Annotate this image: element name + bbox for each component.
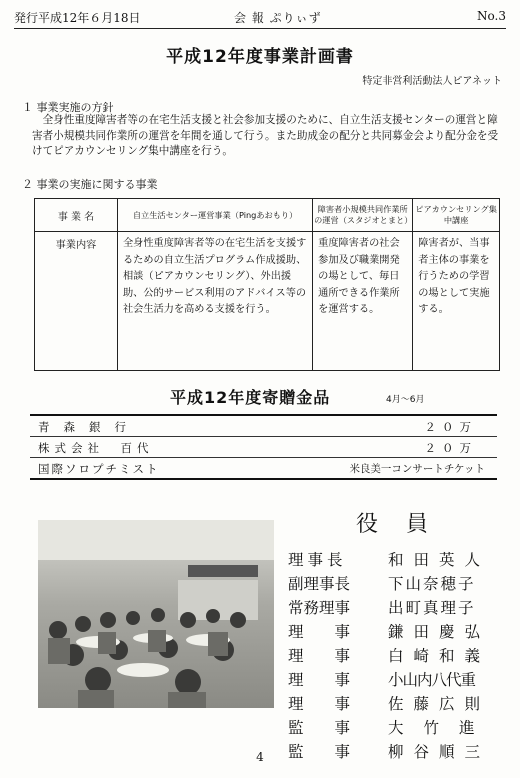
donations-period: 4月～6月 bbox=[386, 395, 425, 405]
officer-name: 下山奈穂子 bbox=[388, 575, 476, 593]
project-content: 障害者が、当事者主体の事業を行うための学習の場として実施する。 bbox=[413, 232, 500, 371]
table-row bbox=[30, 416, 497, 437]
donation-item: ２０万 bbox=[424, 441, 477, 455]
officers-title: 役員 bbox=[356, 512, 457, 537]
officer-role: 理事 bbox=[288, 647, 382, 665]
section1-heading: １ 事業実施の方針 bbox=[22, 101, 114, 114]
donations-table bbox=[30, 414, 497, 480]
meeting-photo-image bbox=[38, 520, 274, 708]
officer-role: 監事 bbox=[288, 719, 382, 737]
project-content: 重度障害者の社会参加及び職業開発の場として、毎日通所できる作業所を運営する。 bbox=[313, 232, 413, 371]
page-number: 4 bbox=[256, 750, 264, 764]
organization-name: 特定非営利活動法人ピアネット bbox=[362, 76, 502, 87]
officer-role: 理事 bbox=[288, 695, 382, 713]
table-row bbox=[30, 458, 497, 480]
officer-name: 小山内八代重 bbox=[388, 671, 476, 689]
officer-name: 和田英人 bbox=[388, 551, 491, 569]
donor-name: 国際ソロプチミスト bbox=[38, 462, 160, 476]
officer-name: 大竹進 bbox=[388, 719, 495, 737]
meeting-photo bbox=[38, 520, 274, 708]
officer-role: 副理事長 bbox=[288, 575, 351, 593]
officers-list bbox=[288, 546, 513, 762]
table-row bbox=[35, 232, 500, 371]
donations-title: 平成12年度寄贈金品 bbox=[170, 388, 331, 407]
project-name: 自立生活センター運営事業（Pingあおもり） bbox=[118, 199, 313, 232]
issue-number: No.3 bbox=[477, 9, 506, 23]
newsletter-name: 会 報 ぷりぃず bbox=[234, 11, 322, 25]
officer-name: 鎌田慶弘 bbox=[388, 623, 491, 641]
list-item bbox=[288, 570, 513, 594]
donation-item: 米良美一コンサートチケット bbox=[349, 463, 485, 475]
issue-date: 発行平成12年６月18日 bbox=[14, 11, 141, 25]
list-item bbox=[288, 642, 513, 666]
officer-name: 白崎和義 bbox=[388, 647, 491, 665]
project-content: 全身性重度障害者等の在宅生活を支援するための自立生活プログラム作成援助、相談（ピアカウンセリング）、外出援助、公的サービス利用のアドバイス等の社会生活力を高める支援を行う。 bbox=[118, 232, 313, 371]
plan-title: 平成12年度事業計画書 bbox=[166, 47, 354, 67]
officer-role: 監事 bbox=[288, 743, 382, 761]
officer-name: 柳谷順三 bbox=[388, 743, 491, 761]
donation-item: ２０万 bbox=[424, 420, 477, 434]
row-label-name: 事 業 名 bbox=[35, 199, 118, 232]
list-item bbox=[288, 690, 513, 714]
list-item bbox=[288, 546, 513, 570]
table-row bbox=[35, 199, 500, 232]
officer-role: 常務理事 bbox=[288, 599, 351, 617]
donor-name: 青森銀行 bbox=[38, 420, 140, 434]
row-label-content: 事業内容 bbox=[35, 232, 118, 371]
officer-role: 理事長 bbox=[288, 551, 347, 569]
officer-name: 出町真理子 bbox=[388, 599, 476, 617]
officer-role: 理事 bbox=[288, 623, 382, 641]
list-item bbox=[288, 666, 513, 690]
project-name: ピアカウンセリング集中講座 bbox=[413, 199, 500, 232]
page-header bbox=[14, 6, 506, 29]
table-row bbox=[30, 437, 497, 458]
donor-name: 株式会社 百代 bbox=[38, 441, 154, 455]
section1-text: 全身性重度障害者等の在宅生活支援と社会参加支援のために、自立生活支援センターの運営と障害者小規模共同作業所の運営を年間を通して行う。また助成金の配分と共同募金会より配分金を受けてピアカウンセリング集中講座を行う。 bbox=[32, 114, 499, 157]
project-table bbox=[34, 198, 500, 371]
officer-role: 理事 bbox=[288, 671, 382, 689]
list-item bbox=[288, 714, 513, 738]
section2-heading: ２ 事業の実施に関する事業 bbox=[22, 178, 158, 191]
project-name: 障害者小規模共同作業所の運営（スタジオとまと） bbox=[313, 199, 413, 232]
officer-name: 佐藤広則 bbox=[388, 695, 491, 713]
list-item bbox=[288, 618, 513, 642]
list-item bbox=[288, 594, 513, 618]
